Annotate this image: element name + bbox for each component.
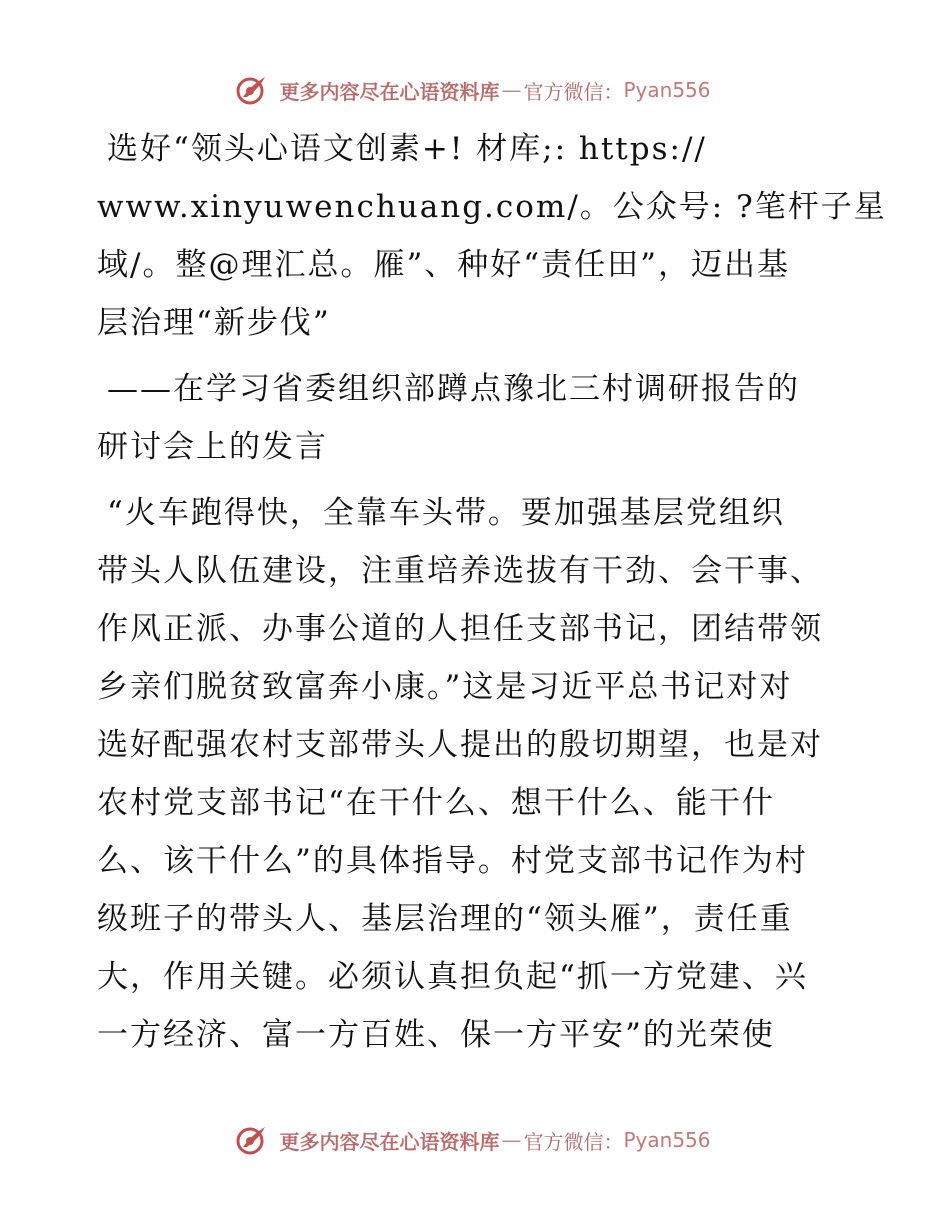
title-line: 选好“领头心语文创素+! 材库;: https:// (107, 131, 707, 167)
title-line: www.xinyuwenchuang.com/。公众号: ?笔杆子星 (97, 189, 887, 225)
brush-logo-icon (235, 1123, 269, 1157)
document-subtitle (97, 360, 857, 476)
brush-logo-icon (235, 73, 269, 107)
body-line: 带头人队伍建设，注重培养选拔有干劲、会干事、 (97, 553, 823, 589)
body-line: 大，作用关键。必须认真担负起“抓一方党建、兴 (97, 959, 808, 995)
banner-main-text: 更多内容尽在心语资料库 (279, 79, 500, 104)
banner-main-text: 更多内容尽在心语资料库 (279, 1129, 500, 1154)
banner-separator: — (501, 78, 522, 102)
body-line: 级班子的带头人、基层治理的“领头雁”，责任重 (97, 901, 793, 937)
document-body (97, 120, 887, 1064)
banner-separator: — (501, 1128, 522, 1152)
banner-wechat-id: Pyan556 (623, 1128, 711, 1152)
subtitle-line: 研讨会上的发言 (97, 429, 328, 465)
body-line: “火车跑得快，全靠车头带。要加强基层党组织 (107, 495, 785, 531)
body-line: 一方经济、富一方百姓、保一方平安”的光荣使 (97, 1017, 775, 1053)
footer-watermark-banner (0, 1120, 950, 1160)
body-line: 作风正派、办事公道的人担任支部书记，团结带领 (97, 611, 823, 647)
title-line: 层治理“新步伐” (97, 305, 331, 341)
body-line: 么、该干什么”的具体指导。村党支部书记作为村 (97, 843, 808, 879)
body-line: 选好配强农村支部带头人提出的殷切期望，也是对 (97, 727, 823, 763)
header-watermark-banner (0, 70, 950, 110)
banner-wechat-id: Pyan556 (623, 78, 711, 102)
title-line: 域/。整@理汇总。雁”、种好“责任田”，迈出基 (97, 247, 790, 283)
body-line: 乡亲们脱贫致富奔小康。”这是习近平总书记对对 (97, 669, 793, 705)
document-title (97, 120, 887, 352)
banner-wechat-label: 官方微信： (523, 79, 624, 104)
body-paragraph (97, 484, 857, 1064)
body-line: 农村党支部书记“在干什么、想干什么、能干什 (97, 785, 775, 821)
banner-wechat-label: 官方微信： (523, 1129, 624, 1154)
subtitle-line: ——在学习省委组织部蹲点豫北三村调研报告的 (107, 371, 800, 407)
